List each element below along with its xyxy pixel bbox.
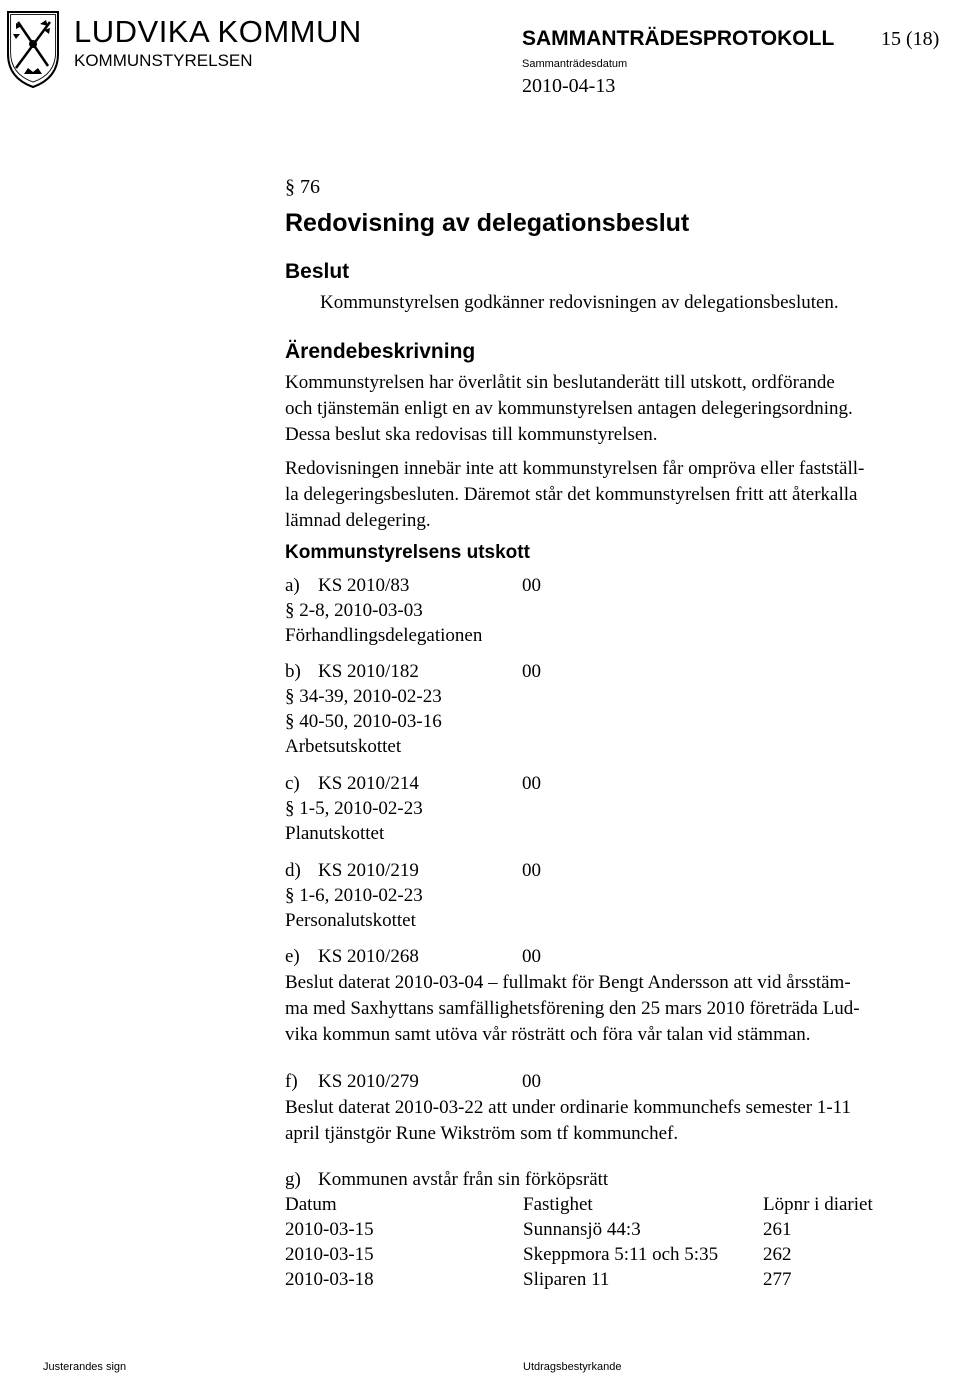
- arende-heading: Ärendebeskrivning: [285, 340, 476, 363]
- table-row-3-fastighet: Sliparen 11: [523, 1269, 610, 1290]
- item-g-label: g): [285, 1169, 301, 1190]
- item-a-code: 00: [522, 575, 541, 596]
- item-b-label: b): [285, 661, 301, 682]
- item-f-code: 00: [522, 1071, 541, 1092]
- item-d-label: d): [285, 860, 301, 881]
- item-d-paragraph: § 1-6, 2010-02-23: [285, 885, 423, 906]
- arende-p1-line1: Kommunstyrelsen har överlåtit sin beslutanderätt till utskott, ordförande: [285, 372, 835, 393]
- page-number: 15 (18): [881, 28, 940, 50]
- item-b-code: 00: [522, 661, 541, 682]
- item-e-line2: ma med Saxhyttans samfällighetsförening den 25 mars 2010 företräda Lud-: [285, 998, 860, 1019]
- item-a-paragraph: § 2-8, 2010-03-03: [285, 600, 423, 621]
- section-number: § 76: [285, 176, 320, 198]
- arende-p1-line3: Dessa beslut ska redovisas till kommunstyrelsen.: [285, 424, 658, 445]
- item-c-body: Planutskottet: [285, 823, 385, 844]
- footer-signature-label: Justerandes sign: [43, 1361, 127, 1373]
- item-e-code: 00: [522, 946, 541, 967]
- table-header-lopnr: Löpnr i diariet: [763, 1194, 873, 1215]
- item-a-body: Förhandlingsdelegationen: [285, 625, 483, 646]
- item-d-code: 00: [522, 860, 541, 881]
- table-header-fastighet: Fastighet: [523, 1194, 593, 1215]
- item-g-title: Kommunen avstår från sin förköpsrätt: [318, 1169, 609, 1190]
- arende-p1-line2: och tjänstemän enligt en av kommunstyrelsen antagen delegeringsordning.: [285, 398, 853, 419]
- table-row-2-lopnr: 262: [763, 1244, 792, 1265]
- item-f-line2: april tjänstgör Rune Wikström som tf kommunchef.: [285, 1123, 679, 1144]
- item-a-ks: KS 2010/83: [318, 575, 410, 596]
- beslut-text: Kommunstyrelsen godkänner redovisningen av delegationsbesluten.: [320, 292, 839, 313]
- item-f-label: f): [285, 1071, 298, 1092]
- item-c-code: 00: [522, 773, 541, 794]
- section-title: Redovisning av delegationsbeslut: [285, 209, 690, 237]
- item-d-body: Personalutskottet: [285, 910, 416, 931]
- organization-unit: KOMMUNSTYRELSEN: [74, 51, 253, 70]
- meeting-date: 2010-04-13: [522, 75, 616, 97]
- item-f-ks: KS 2010/279: [318, 1071, 419, 1092]
- table-row-2-datum: 2010-03-15: [285, 1244, 374, 1265]
- table-row-1-lopnr: 261: [763, 1219, 792, 1240]
- coat-of-arms-icon: [4, 8, 62, 90]
- arende-p2-line1: Redovisningen innebär inte att kommunstyrelsen får ompröva eller fastställ-: [285, 458, 865, 479]
- table-row-3-lopnr: 277: [763, 1269, 792, 1290]
- table-row-1-datum: 2010-03-15: [285, 1219, 374, 1240]
- arende-p2-line3: lämnad delegering.: [285, 510, 431, 531]
- meeting-date-label: Sammanträdesdatum: [522, 58, 628, 70]
- item-e-line1: Beslut daterat 2010-03-04 – fullmakt för Bengt Andersson att vid årsstäm-: [285, 972, 851, 993]
- item-d-ks: KS 2010/219: [318, 860, 419, 881]
- item-b-ks: KS 2010/182: [318, 661, 419, 682]
- beslut-heading: Beslut: [285, 260, 350, 283]
- document-type: SAMMANTRÄDESPROTOKOLL: [522, 27, 835, 50]
- table-row-1-fastighet: Sunnansjö 44:3: [523, 1219, 641, 1240]
- footer-certification-label: Utdragsbestyrkande: [523, 1361, 622, 1373]
- item-a-label: a): [285, 575, 300, 596]
- organization-name: LUDVIKA KOMMUN: [74, 14, 362, 49]
- utskott-heading: Kommunstyrelsens utskott: [285, 542, 530, 563]
- table-row-2-fastighet: Skeppmora 5:11 och 5:35: [523, 1244, 719, 1265]
- arende-p2-line2: la delegeringsbesluten. Däremot står det kommunstyrelsen fritt att återkalla: [285, 484, 858, 505]
- item-c-paragraph: § 1-5, 2010-02-23: [285, 798, 423, 819]
- item-b-paragraph-2: § 40-50, 2010-03-16: [285, 711, 442, 732]
- item-f-line1: Beslut daterat 2010-03-22 att under ordinarie kommunchefs semester 1-11: [285, 1097, 851, 1118]
- item-e-line3: vika kommun samt utöva vår rösträtt och föra vår talan vid stämman.: [285, 1024, 811, 1045]
- table-row-3-datum: 2010-03-18: [285, 1269, 374, 1290]
- item-e-ks: KS 2010/268: [318, 946, 419, 967]
- item-c-ks: KS 2010/214: [318, 773, 419, 794]
- item-b-paragraph-1: § 34-39, 2010-02-23: [285, 686, 442, 707]
- item-e-label: e): [285, 946, 300, 967]
- table-header-datum: Datum: [285, 1194, 337, 1215]
- item-c-label: c): [285, 773, 300, 794]
- item-b-body: Arbetsutskottet: [285, 736, 402, 757]
